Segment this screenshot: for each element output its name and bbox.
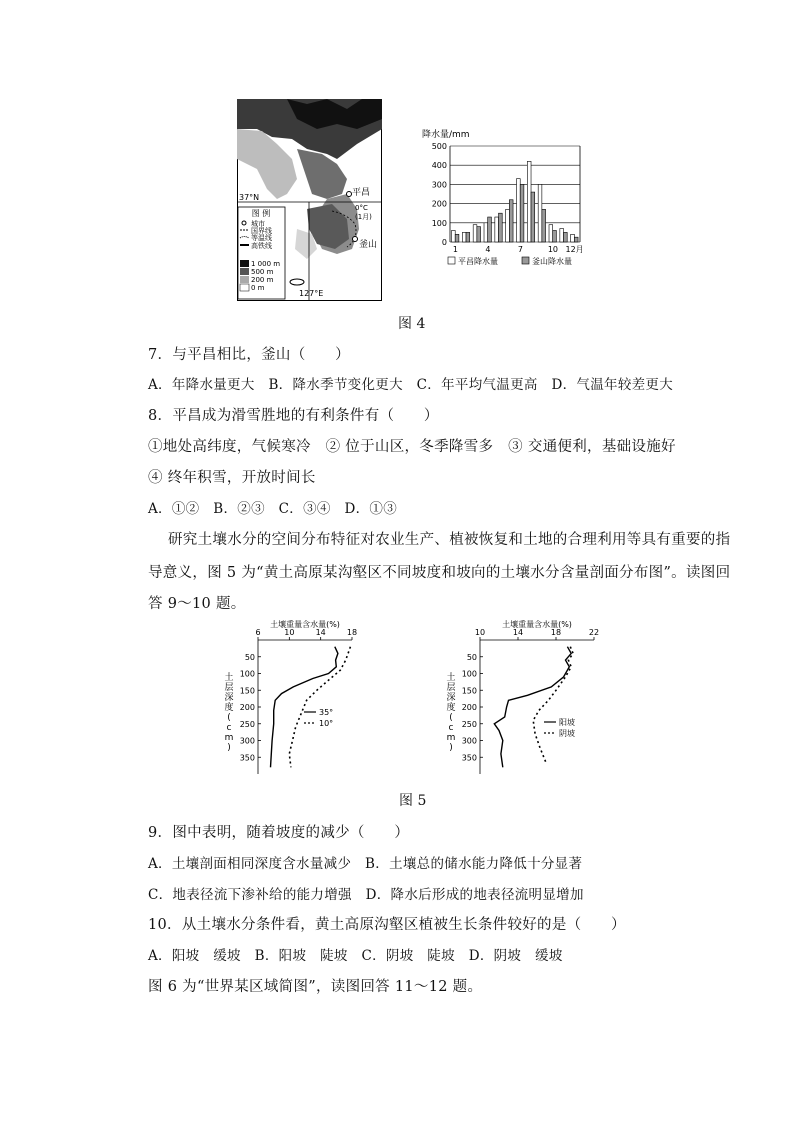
question-8-stem: 8．平昌成为滑雪胜地的有利条件有（ ） [148,408,439,424]
x-tick-label: 12月 [565,245,584,254]
legend-item: 等温线 [251,234,272,242]
latitude-label: 37°N [239,193,260,202]
bar [531,192,535,242]
legend-item: 1 000 m [251,260,281,268]
legend-label: 阳坡 [559,718,575,727]
y-axis-title-char: c [448,723,454,733]
y-axis-title-char: 深 [446,693,456,703]
legend-label: 阴坡 [559,729,575,738]
legend-title: 图 例 [251,209,271,218]
question-8-items: ④ 终年积雪，开放时间长 [148,470,316,486]
question-7-options: A．年降水量更大 B．降水季节变化更大 C．年平均气温更高 D．气温年较差更大 [148,377,674,393]
y-tick-label: 200 [461,703,477,712]
intro-paragraph: 研究土壤水分的空间分布特征对农业生产、植被恢复和土地的合理利用等具有重要的指 [168,532,731,548]
bar [473,225,477,242]
bar [517,179,521,242]
next-section-intro: 图 6 为“世界某区域简图”，读图回答 11～12 题。 [148,979,483,995]
x-tick-label: 18 [550,628,562,637]
bar [506,209,510,242]
series-line [494,647,571,768]
bar [455,234,459,242]
legend-label: 平昌降水量 [458,257,498,266]
bar [495,217,499,242]
bar [499,213,503,242]
y-axis-title-char: 层 [224,683,234,693]
x-tick-label: 4 [485,245,491,254]
y-tick-label: 400 [431,161,447,171]
legend-label: 釜山降水量 [532,257,572,266]
y-tick-label: 300 [461,736,477,746]
y-axis-title-char: 度 [446,703,456,713]
city-label-pyeongchang: 平昌 [352,188,371,198]
y-axis-title-char: ( [449,713,453,723]
chart-title: 土壤重量含水量(%) [270,620,340,629]
legend-swatch [448,257,455,264]
y-axis-title-char: 土 [224,673,234,683]
series-line [271,647,338,768]
bar [549,225,553,242]
bar [452,230,456,242]
x-tick-label: 10 [474,628,486,637]
x-tick-label: 18 [346,628,358,637]
question-10-stem: 10．从土壤水分条件看，黄土高原沟壑区植被生长条件较好的是（ ） [148,917,626,933]
y-tick-label: 300 [239,736,255,746]
bar [564,232,568,242]
y-axis-title: 降水量/mm [422,130,470,140]
legend-item: 城市 [251,220,265,228]
bar [527,161,531,242]
legend-item: 500 m [251,268,274,276]
question-10-options: A．阳坡 缓坡 B．阳坡 陡坡 C．阴坡 陡坡 D．阴坡 缓坡 [148,948,563,964]
y-tick-label: 350 [461,753,477,763]
legend-label: 35° [319,708,334,717]
soil-moisture-chart-slope-aspect [444,618,600,778]
intro-paragraph: 答 9～10 题。 [148,596,246,612]
x-tick-label: 10 [547,245,559,254]
y-axis-title-char: 度 [224,703,234,713]
x-tick-label: 6 [255,628,261,637]
y-axis-title-char: 土 [446,673,456,683]
bar [466,232,470,242]
bar [560,229,564,242]
intro-paragraph: 导意义，图 5 为“黄土高原某沟壑区不同坡度和坡向的土壤水分含量剖面分布图”。读图回 [148,565,731,581]
bar [520,184,524,242]
x-tick-label: 22 [588,628,600,637]
isotherm-label: 0°C [355,204,368,212]
y-tick-label: 50 [244,652,255,662]
y-axis-title-char: ) [449,743,453,753]
y-tick-label: 350 [239,753,255,763]
korea-map [237,99,382,301]
x-tick-label: 14 [315,628,326,637]
longitude-label: 127°E [299,289,324,298]
question-9-options: A．土壤剖面相同深度含水量减少 B．土壤总的储水能力降低十分显著 [148,856,583,872]
series-line [289,647,350,768]
figure-caption: 图 4 [398,316,426,332]
bar [462,232,466,242]
bar [509,200,513,242]
y-tick-label: 0 [441,238,447,247]
y-axis-title-char: m [446,733,456,743]
y-tick-label: 100 [431,218,447,228]
soil-moisture-chart-slope-angle [222,618,372,778]
x-tick-label: 1 [452,245,458,254]
y-tick-label: 250 [461,719,477,729]
precipitation-chart [420,124,590,272]
legend-item: 高铁线 [251,242,272,250]
bar [538,184,542,242]
question-9-stem: 9．图中表明，随着坡度的减少（ ） [148,825,410,841]
y-tick-label: 500 [431,142,447,151]
legend-item: 0 m [251,284,265,292]
bar [571,234,575,242]
y-tick-label: 250 [239,719,255,729]
isotherm-label: (1月) [355,213,372,221]
legend-label: 10° [319,719,334,728]
legend-item: 200 m [251,276,274,284]
question-9-options: C．地表径流下渗补给的能力增强 D．降水后形成的地表径流明显增加 [148,887,584,903]
bar [484,223,488,242]
figure-caption: 图 5 [399,793,427,809]
y-tick-label: 200 [431,199,447,209]
bar [477,227,481,242]
legend-item: 国界线 [251,227,272,235]
legend-swatch [522,257,529,264]
x-tick-label: 7 [517,245,523,254]
y-tick-label: 200 [239,703,255,712]
bar [553,230,557,242]
y-axis-title-char: c [226,723,232,733]
chart-title: 土壤重量含水量(%) [502,620,572,629]
y-axis-title-char: 层 [446,683,456,693]
y-axis-title-char: ) [227,743,231,753]
question-8-items: ①地处高纬度，气候寒冷 ② 位于山区，冬季降雪多 ③ 交通便利，基础设施好 [148,439,676,455]
y-tick-label: 150 [239,686,255,696]
x-tick-label: 10 [284,628,295,637]
y-tick-label: 100 [461,669,477,679]
y-tick-label: 50 [466,652,477,662]
bar [574,237,578,242]
y-tick-label: 100 [239,669,255,679]
y-axis-title-char: ( [227,713,231,723]
question-8-options: A．①② B．②③ C．③④ D．①③ [148,501,398,517]
y-axis-title-char: 深 [224,693,234,703]
bar [488,217,492,242]
city-label-busan: 釜山 [359,240,378,250]
question-7-stem: 7．与平昌相比，釜山（ ） [148,347,350,363]
x-tick-label: 14 [512,628,524,637]
y-tick-label: 150 [461,686,477,696]
bar [542,209,546,242]
y-tick-label: 300 [431,180,447,190]
y-axis-title-char: m [224,733,234,743]
